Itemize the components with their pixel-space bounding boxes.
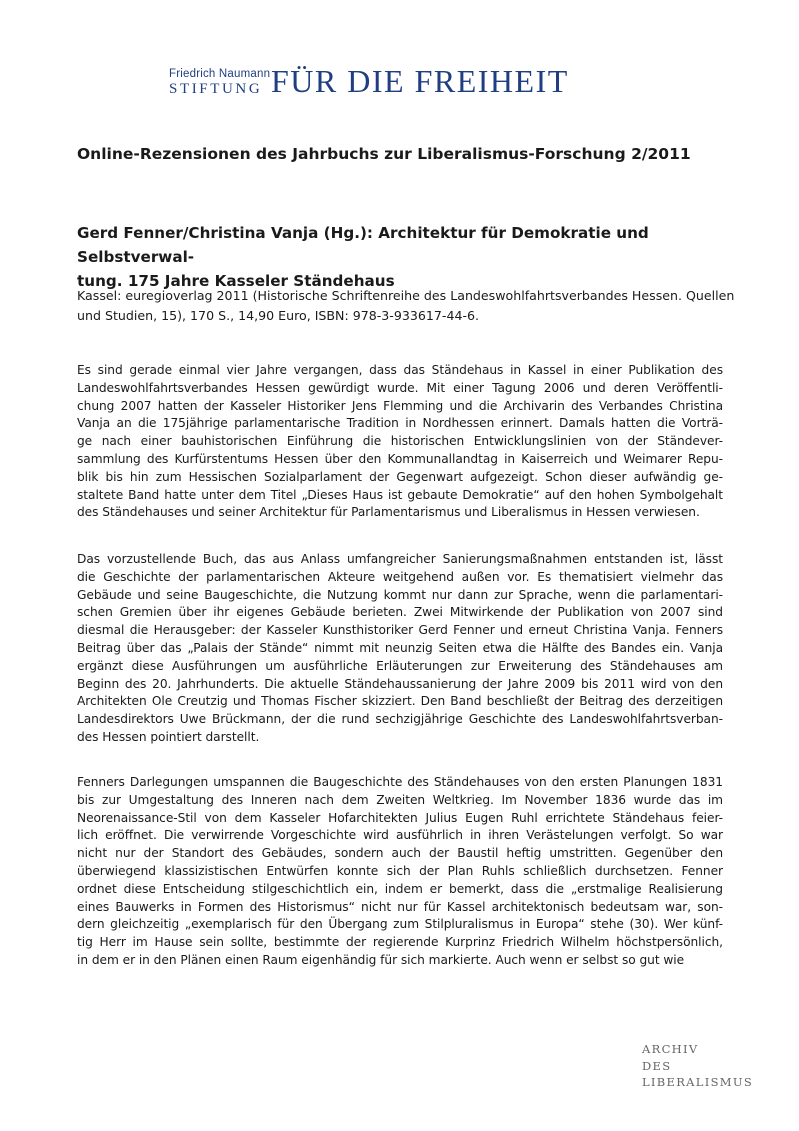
text-line: diesmal die Herausgeber: der Kasseler Kunsthistoriker Gerd Fenner und erneut Christina Vanja. Fenners [77,623,723,638]
text-line: Es sind gerade einmal vier Jahre vergangen, dass das Ständehaus in Kassel in einer Publikation des [77,363,723,377]
text-line: blik bis hin zum Hessischen Sozialparlament der Gegenwart aufgezeigt. Schon dieser aufwändig ge- [77,469,723,484]
text-line: tig Herr im Hause sein sollte, bestimmte der regierende Kurprinz Friedrich Wilhelm höchstpersönlich, [77,935,723,950]
text-line: eines Bauwerks in Formen des Historismus“ nicht nur für Kassel architektonisch bedeutsam war, son- [77,899,723,914]
review-title [77,221,723,293]
paragraph [77,362,723,522]
text-line: Landeswohlfahrtsverbandes Hessen gewürdigt wurde. Mit einer Tagung 2006 und deren Veröffentli- [77,380,723,395]
text-line: überwiegend klassizistischen Entwürfen konnte sich der Plan Ruhls schließlich durchsetzen. Fenner [77,863,723,878]
publication-info [77,286,735,326]
review-title-line: Gerd Fenner/Christina Vanja (Hg.): Architektur für Demokratie und Selbstverwal- [77,224,649,266]
paragraph [77,551,723,747]
logo-stiftung: STIFTUNG [169,81,263,97]
text-line: ergänzt diese Ausführungen um ausführliche Erläuterungen zur Erweiterung des Ständehauses am [77,658,723,673]
archive-logo-line: DES [642,1058,672,1073]
text-line: Neorenaissance-Stil von dem Kasseler Hofarchitekten Julius Eugen Ruhl errichtete Ständehaus feier- [77,810,723,825]
text-line: Vanja an die 175jährige parlamentarische Tradition in Nordhessen erinnert. Damals hatten die Vorträ- [77,416,723,431]
review-title-line: tung. 175 Jahre Kasseler Ständehaus [77,272,395,290]
text-line: ordnet diese Entscheidung stilgeschichtlich ein, indem er bemerkt, dass die „erstmalige Realisierung [77,881,723,896]
archive-logo-line: LIBERALISMUS [642,1075,753,1089]
text-line: chung 2007 hatten der Kasseler Historiker Jens Flemming und die Archivarin des Verbandes Christina [77,398,723,413]
text-line: Das vorzustellende Buch, das aus Anlass umfangreicher Sanierungsmaßnahmen entstanden ist, lässt [77,552,723,566]
text-line: die Geschichte der parlamentarischen Akteure weitgehend außen vor. Es thematisiert vielmehr das [77,569,723,584]
text-line: Landesdirektors Uwe Brückmann, der die rund sechzigjährige Geschichte des Landeswohlfahrtsverban- [77,712,723,727]
archive-logo [642,1041,753,1091]
logo-foundation-name: Friedrich Naumann [169,68,271,80]
text-line: ge nach einer bauhistorischen Einführung die historischen Entwicklungslinien von der Ständever- [77,434,723,449]
text-line: sammlung des Kurfürstentums Hessen über den Kommunallandtag in Kaiserreich und Weimarer Repu- [77,451,723,466]
paragraph [77,774,723,970]
text-line: Gebäude und seine Baugeschichte, die Nutzung kommt nur dann zur Sprache, wenn die parlamentari- [77,587,723,602]
text-line: in dem er in den Plänen einen Raum eigenhändig für sich markierte. Auch wenn er selbst so gut wie [77,952,685,967]
text-line: bis zur Umgestaltung des Inneren nach dem Zweiten Weltkrieg. Im November 1836 wurde das im [77,792,723,807]
text-line: schen Gremien über ihr eigenes Gebäude berieten. Zwei Mitwirkende der Publikation von 2007 sind [77,605,723,620]
text-line: dern gleichzeitig „exemplarisch für den Übergang zum Stilpluralismus in Europa“ stehe (30). Wer künf- [77,917,723,932]
text-line: staltete Band hatte unter dem Titel „Dieses Haus ist gebaute Demokratie“ auf den hohen Symbolgehalt [77,487,723,502]
text-line: des Hessen pointiert darstellt. [77,729,260,744]
page-heading: Online-Rezensionen des Jahrbuchs zur Liberalismus-Forschung 2/2011 [77,145,691,163]
publication-line: Kassel: euregioverlag 2011 (Historische Schriftenreihe des Landeswohlfahrtsverbandes Hessen. Quellen [77,288,735,303]
foundation-logo [163,58,603,100]
text-line: Beitrag über das „Palais der Stände“ nimmt mit neunzig Seiten etwa die Hälfte des Bandes ein. Vanja [77,640,723,655]
text-line: lich eröffnet. Die verwirrende Vorgeschichte wird ausführlich in ihren Verästelungen verfolgt. So war [77,828,723,843]
logo-slogan: FÜR DIE FREIHEIT [271,63,569,99]
archive-logo-line: ARCHIV [642,1042,699,1056]
text-line: Architekten Ole Creutzig und Thomas Fischer skizziert. Den Band beschließt der Beitrag des derzeitigen [77,694,723,709]
text-line: Fenners Darlegungen umspannen die Baugeschichte des Ständehauses von den ersten Planungen 1831 [77,775,723,789]
text-line: Beginn des 20. Jahrhunderts. Die aktuelle Ständehaussanierung der Jahre 2009 bis 2011 wird von den [77,676,723,691]
text-line: nicht nur der Standort des Gebäudes, sondern auch der Baustil heftig umstritten. Gegenüber den [77,846,723,861]
publication-line: und Studien, 15), 170 S., 14,90 Euro, ISBN: 978-3-933617-44-6. [77,308,480,323]
text-line: des Ständehauses und seiner Architektur für Parlamentarismus und Liberalismus in Hessen verwiesen. [77,505,700,520]
